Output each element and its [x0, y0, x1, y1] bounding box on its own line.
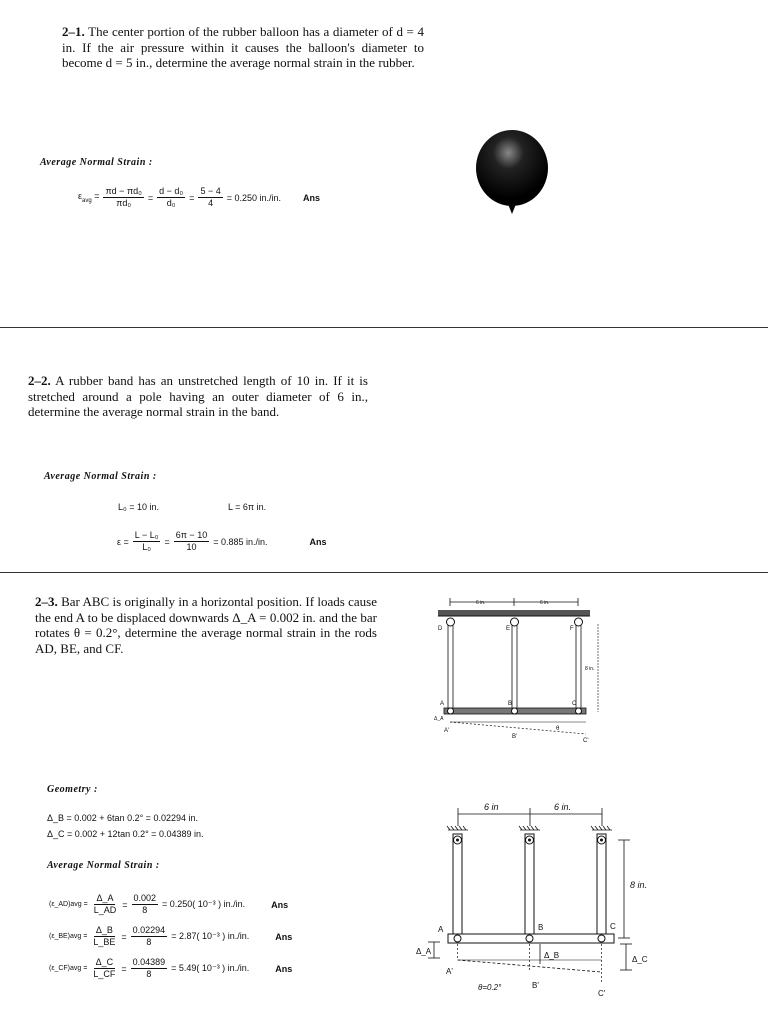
problem-number: 2–3. — [35, 594, 58, 609]
eq-lhs: (ε_CF)avg = — [49, 965, 88, 972]
denominator: 10 — [186, 542, 197, 552]
problem-text: The center portion of the rubber balloon has a diameter of d = 4 in. If the air pressure within it causes the balloon's diameter to become d = 5 in., determine the average normal strain in the rubber. — [62, 24, 425, 70]
numerator: 5 − 4 — [200, 186, 221, 196]
problem-text: Bar ABC is originally in a horizontal position. If loads cause the end A to be displaced downwards Δ_A = 0.002 in. and the bar rotates θ = 0.2°, determine the average normal strain in the rods AD, BE, and CF. — [35, 594, 378, 656]
fraction — [92, 893, 119, 916]
delta-label: Δ_A — [434, 716, 444, 722]
denominator: 8 — [146, 969, 152, 979]
fraction — [91, 957, 117, 980]
denominator: d₀ — [166, 198, 176, 208]
answer-label: Ans — [275, 931, 293, 942]
point-label: A' — [446, 967, 453, 976]
delta-label: Δ_A — [416, 947, 432, 956]
point-label: E — [506, 626, 511, 632]
numerator: 0.02294 — [132, 925, 166, 935]
fraction — [131, 925, 168, 948]
dim-label: 6 in. — [540, 600, 550, 606]
equation-strain-be: (ε_BE)avg = $\frac{\Delta\_B}{L\_BE}$ = $\frac{0.02294}{8}$ = 2.87( 10⁻³ ) in./in. Ans — [49, 925, 293, 947]
delta-label: Δ_B — [544, 951, 560, 960]
section-divider — [0, 572, 768, 573]
result: = 0.250 in./in. — [226, 192, 282, 203]
eq-lhs: (ε_BE)avg = — [49, 933, 88, 940]
answer-label: Ans — [303, 192, 321, 203]
dim-label: 6 in. — [476, 600, 486, 606]
equation-strain-balloon: $\varepsilon_{avg}$ = $\frac{\text{πd − πd₀}}{\text{πd₀}}$ = $\frac{\text{d − d₀}}{\text{d₀}}$ = $\frac{5 - 4}{4}$ = 0.250 in./in. Ans — [78, 186, 321, 208]
eq-lhs-sub: avg — [82, 197, 92, 204]
balloon-image — [472, 130, 552, 220]
angle-label: θ — [556, 726, 560, 732]
numerator: Δ_B — [95, 925, 113, 935]
denominator: 4 — [208, 198, 214, 208]
angle-label: θ=0.2° — [478, 983, 502, 992]
problem-2-1-statement — [62, 24, 424, 71]
point-label: B — [508, 701, 513, 707]
answer-label: Ans — [271, 899, 289, 910]
result: = 0.250( 10⁻³ ) in./in. — [162, 899, 246, 909]
point-label: A' — [444, 728, 450, 734]
point-label: B — [538, 923, 544, 932]
numerator: πd − πd₀ — [105, 186, 142, 196]
point-label: C — [610, 922, 616, 931]
numerator: Δ_C — [95, 957, 114, 967]
problem-2-2-statement — [28, 373, 368, 420]
point-label: B' — [512, 734, 518, 740]
answer-label: Ans — [309, 536, 327, 547]
point-label: D — [438, 626, 443, 632]
numerator: 6π − 10 — [175, 530, 208, 540]
dim-label: 6 in — [484, 802, 499, 812]
geometry-delta-b: Δ_B = 0.002 + 6tan 0.2° = 0.02294 in. — [47, 813, 198, 823]
numerator: L − L₀ — [134, 530, 159, 540]
eq-lhs: ε — [78, 191, 83, 202]
fraction — [157, 186, 185, 209]
fraction — [174, 530, 209, 553]
answer-label: Ans — [275, 963, 293, 974]
equation-strain-band: ε = $\frac{\text{L − L₀}}{\text{L₀}}$ = $\frac{6\pi - 10}{10}$ = 0.885 in./in. Ans — [117, 530, 327, 552]
point-label: B' — [532, 981, 539, 990]
delta-label: Δ_C — [632, 955, 648, 964]
section-heading: Average Normal Strain : — [40, 157, 153, 168]
unstretched-length: L₀ = 10 in. — [118, 502, 160, 512]
point-label: A — [438, 925, 444, 934]
point-label: F — [570, 626, 574, 632]
problem-text: A rubber band has an unstretched length of 10 in. If it is stretched around a pole having an outer diameter of 6 in., determine the average normal strain in the band. — [28, 373, 368, 419]
fraction — [131, 957, 168, 980]
problem-number: 2–2. — [28, 373, 51, 388]
point-label: C' — [583, 738, 589, 744]
section-heading: Average Normal Strain : — [44, 471, 157, 482]
eq-lhs: ε = — [117, 536, 129, 547]
denominator: πd₀ — [116, 198, 132, 208]
problem-figure-bars — [428, 590, 608, 755]
fraction — [103, 186, 143, 209]
result: = 0.885 in./in. — [213, 536, 268, 547]
denominator: L_CF — [93, 969, 116, 979]
numerator: d − d₀ — [159, 186, 184, 196]
dim-label: 8 in. — [585, 666, 595, 672]
denominator: L_AD — [93, 905, 117, 915]
fraction — [198, 186, 222, 209]
equation-strain-cf: (ε_CF)avg = $\frac{\Delta\_C}{L\_CF}$ = $\frac{0.04389}{8}$ = 5.49( 10⁻³ ) in./in. Ans — [49, 957, 293, 979]
stretched-length: L = 6π in. — [228, 502, 267, 512]
denominator: L₀ — [142, 542, 151, 552]
section-divider — [0, 327, 768, 328]
point-label: C — [572, 701, 577, 707]
numerator: 0.04389 — [132, 957, 166, 967]
numerator: Δ_A — [96, 893, 114, 903]
fraction — [133, 530, 161, 553]
solution-figure-bars — [412, 796, 662, 1018]
denominator: L_BE — [93, 937, 116, 947]
dim-label: 8 in. — [630, 880, 648, 890]
dim-label: 6 in. — [554, 802, 572, 812]
result: = 5.49( 10⁻³ ) in./in. — [171, 963, 250, 973]
problem-number: 2–1. — [62, 24, 85, 39]
eq-lhs: (ε_AD)avg = — [49, 901, 88, 908]
numerator: 0.002 — [133, 893, 157, 903]
section-heading: Geometry : — [47, 784, 98, 795]
point-label: A — [440, 701, 445, 707]
fraction — [91, 925, 117, 948]
denominator: 8 — [142, 905, 148, 915]
section-heading: Average Normal Strain : — [47, 860, 160, 871]
geometry-delta-c: Δ_C = 0.002 + 12tan 0.2° = 0.04389 in. — [47, 829, 204, 839]
equation-strain-ad: (ε_AD)avg = $\frac{\Delta\_A}{L\_AD}$ = $\frac{0.002}{8}$ = 0.250( 10⁻³ ) in./in. Ans — [49, 893, 289, 915]
result: = 2.87( 10⁻³ ) in./in. — [171, 931, 250, 941]
denominator: 8 — [146, 937, 152, 947]
point-label: C' — [598, 989, 606, 998]
problem-2-3-statement — [35, 594, 377, 656]
fraction — [132, 893, 159, 916]
